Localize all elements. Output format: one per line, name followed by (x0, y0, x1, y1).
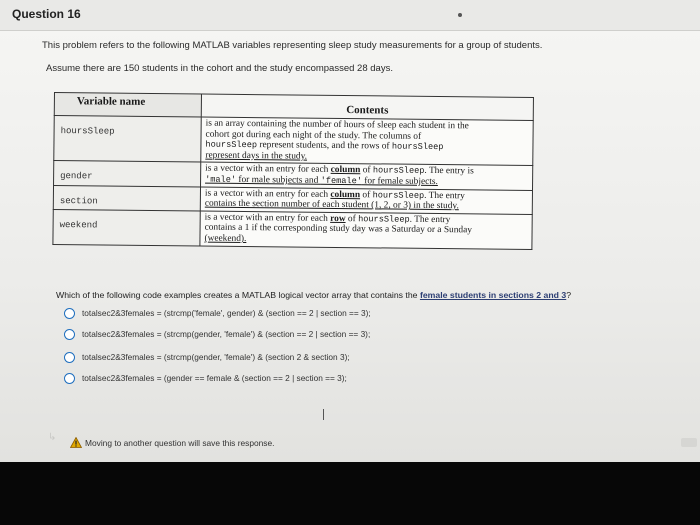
desc-line: contains the section number of each student (1, 2, or 3) in the study. (204, 198, 459, 212)
code-token: hoursSleep (372, 165, 425, 177)
table-row (53, 209, 532, 249)
save-warning-text: Moving to another question will save this response. (85, 437, 275, 448)
desc-text: of (360, 165, 373, 176)
radio-button-icon[interactable] (64, 308, 75, 319)
desc-line: (weekend). (204, 233, 247, 244)
navigation-edge-button[interactable] (681, 438, 697, 447)
code-token: 'male' (205, 174, 237, 185)
bottom-dark-bar (0, 462, 700, 525)
var-desc-section (200, 187, 532, 215)
intro-line-2: Assume there are 150 students in the cohort and the study encompassed 28 days. (46, 63, 393, 74)
desc-line: contains a 1 if the corresponding study day was a Saturday or a Sunday (204, 222, 473, 236)
var-desc-hoursSleep (201, 117, 533, 166)
answer-option-3[interactable] (64, 350, 350, 364)
desc-text: of (345, 213, 359, 224)
desc-text: for female subjects. (361, 176, 438, 187)
desc-text: is a vector with an entry for each (204, 188, 331, 200)
question-emphasis: female students in sections 2 and 3 (419, 290, 567, 300)
answer-option-4[interactable] (64, 371, 347, 385)
desc-line: is an array containing the number of hours of sleep each student in the (205, 118, 469, 132)
save-warning (70, 437, 274, 448)
code-token: hoursSleep (391, 141, 444, 153)
code-token: hoursSleep (372, 189, 425, 201)
warning-triangle-icon (70, 437, 82, 448)
code-token: hoursSleep (358, 213, 410, 225)
question-title: Question 16 (12, 7, 81, 21)
var-desc-weekend (200, 211, 532, 249)
answer-option-1[interactable] (64, 306, 371, 320)
question-prompt (56, 290, 571, 300)
answer-option-2[interactable] (64, 327, 370, 341)
col-header-contents: Contents (201, 94, 533, 120)
desc-emphasis: column (330, 165, 361, 176)
question-text: Which of the following code examples creates a MATLAB logical vector array that contains the (56, 290, 420, 300)
answer-option-label[interactable]: totalsec2&3females = (strcmp(gender, 'female') & (section == 2 | section == 3); (82, 329, 371, 339)
question-suffix: ? (566, 290, 572, 300)
var-name-hoursSleep: hoursSleep (54, 116, 201, 163)
desc-line: cohort got during each night of the study. The columns of (205, 129, 422, 142)
radio-button-icon[interactable] (64, 329, 75, 340)
desc-line: represent days in the study. (205, 150, 308, 162)
code-token: 'female' (320, 175, 362, 187)
dot-icon (458, 13, 462, 17)
desc-text: . The entry is (424, 166, 474, 177)
code-token: hoursSleep (205, 139, 258, 151)
var-name-weekend: weekend (53, 209, 200, 245)
desc-text: for male subjects and (235, 174, 321, 186)
desc-text: is a vector with an entry for each (205, 163, 331, 176)
answer-option-label[interactable]: totalsec2&3females = (strcmp('female', gender) & (section == 2 | section == 3); (82, 308, 371, 318)
desc-text: . The entry (424, 190, 465, 201)
desc-emphasis: column (330, 189, 361, 200)
intro-line-1: This problem refers to the following MATLAB variables representing sleep study measurements for a group of students. (42, 40, 543, 51)
desc-text: of (360, 189, 373, 200)
desc-text: is a vector with an entry for each (204, 212, 331, 224)
variables-table (52, 92, 534, 250)
question-header (0, 0, 700, 31)
var-desc-gender (201, 162, 533, 190)
text-cursor-icon (323, 409, 324, 420)
answer-option-label[interactable]: totalsec2&3females = (strcmp(gender, 'female') & (section 2 & section 3); (82, 352, 350, 362)
table-row (54, 116, 533, 166)
return-arrow-icon: ↳ (48, 432, 57, 443)
desc-emphasis: row (330, 213, 346, 224)
radio-button-icon[interactable] (64, 373, 75, 384)
desc-text: . The entry (409, 214, 451, 225)
answer-option-label[interactable]: totalsec2&3females = (gender == female & (section == 2 | section == 3); (82, 373, 347, 383)
desc-text: represent students, and the rows of (256, 140, 392, 152)
col-header-variable-name: Variable name (54, 93, 201, 118)
var-name-section: section (53, 185, 200, 211)
var-name-gender: gender (54, 161, 201, 187)
radio-button-icon[interactable] (64, 352, 75, 363)
